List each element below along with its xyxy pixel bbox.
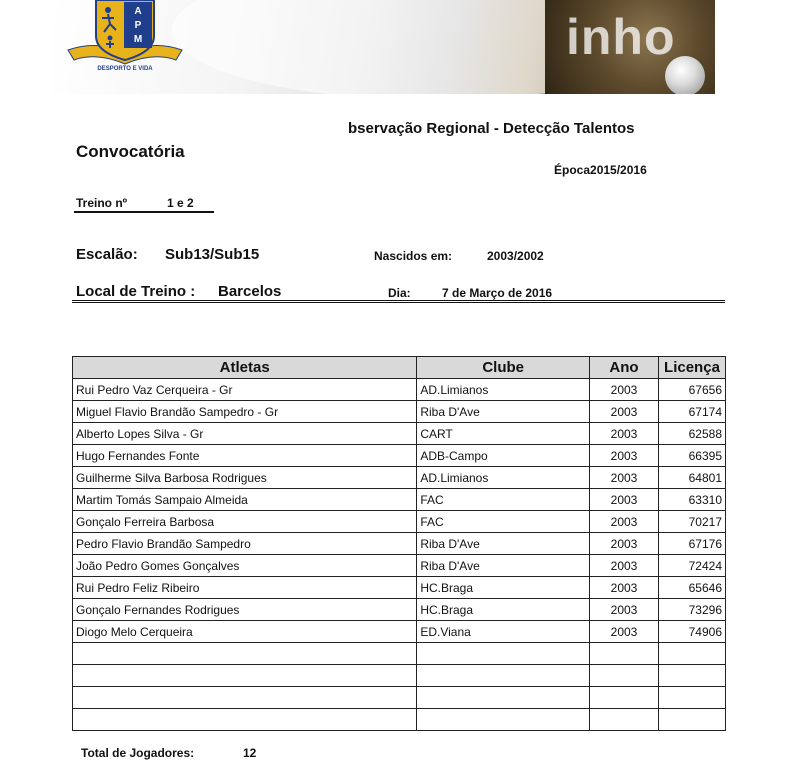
license-number: 72424 xyxy=(658,555,725,577)
table-row xyxy=(73,599,726,621)
athlete-name: Hugo Fernandes Fonte xyxy=(73,445,417,467)
empty-cell xyxy=(73,709,417,731)
nascidos-value: 2003/2002 xyxy=(487,249,544,263)
treino-field xyxy=(76,196,194,210)
birth-year: 2003 xyxy=(590,533,659,555)
birth-year: 2003 xyxy=(590,445,659,467)
escalao-value: Sub13/Sub15 xyxy=(165,246,260,263)
license-number: 67656 xyxy=(658,379,725,401)
svg-text:DESPORTO E VIDA: DESPORTO E VIDA xyxy=(97,66,153,72)
license-number: 63310 xyxy=(658,489,725,511)
table-row xyxy=(73,511,726,533)
table-header-row xyxy=(73,357,726,379)
total-value: 12 xyxy=(243,746,257,760)
total-label: Total de Jogadores: xyxy=(81,746,195,760)
club-name: ED.Viana xyxy=(417,621,590,643)
athletes-table xyxy=(72,356,726,731)
birth-year: 2003 xyxy=(590,467,659,489)
treino-label: Treino nº xyxy=(76,196,128,210)
club-name: HC.Braga xyxy=(417,599,590,621)
epoca-label: Época xyxy=(554,163,591,177)
athlete-name: Rui Pedro Feliz Ribeiro xyxy=(73,577,417,599)
col-header-atletas: Atletas xyxy=(73,357,417,379)
license-number: 62588 xyxy=(658,423,725,445)
empty-cell xyxy=(417,643,590,665)
athlete-name: Gonçalo Ferreira Barbosa xyxy=(73,511,417,533)
empty-cell xyxy=(658,687,725,709)
license-number: 66395 xyxy=(658,445,725,467)
empty-cell xyxy=(590,687,659,709)
club-name: CART xyxy=(417,423,590,445)
club-name: HC.Braga xyxy=(417,577,590,599)
athlete-name: Gonçalo Fernandes Rodrigues xyxy=(73,599,417,621)
table-row xyxy=(73,401,726,423)
license-number: 67174 xyxy=(658,401,725,423)
empty-cell xyxy=(73,665,417,687)
treino-value: 1 e 2 xyxy=(167,196,194,210)
club-name: AD.Limianos xyxy=(417,467,590,489)
empty-cell xyxy=(658,665,725,687)
club-name: FAC xyxy=(417,489,590,511)
birth-year: 2003 xyxy=(590,401,659,423)
table-row xyxy=(73,577,726,599)
empty-cell xyxy=(73,687,417,709)
empty-cell xyxy=(590,709,659,731)
empty-table-row xyxy=(73,643,726,665)
athlete-name: Guilherme Silva Barbosa Rodrigues xyxy=(73,467,417,489)
local-label: Local de Treino : xyxy=(76,283,196,300)
nascidos-label: Nascidos em: xyxy=(374,249,453,263)
table-row xyxy=(73,445,726,467)
dia-label: Dia: xyxy=(388,286,411,300)
table-row xyxy=(73,489,726,511)
birth-year: 2003 xyxy=(590,621,659,643)
athlete-name: Rui Pedro Vaz Cerqueira - Gr xyxy=(73,379,417,401)
birth-year: 2003 xyxy=(590,599,659,621)
document-title: Convocatória xyxy=(76,142,185,161)
dia-value: 7 de Março de 2016 xyxy=(442,286,553,300)
birth-year: 2003 xyxy=(590,379,659,401)
section-divider xyxy=(72,300,725,303)
empty-cell xyxy=(590,665,659,687)
athlete-name: João Pedro Gomes Gonçalves xyxy=(73,555,417,577)
athlete-name: Miguel Flavio Brandão Sampedro - Gr xyxy=(73,401,417,423)
license-number: 70217 xyxy=(658,511,725,533)
athlete-name: Martim Tomás Sampaio Almeida xyxy=(73,489,417,511)
table-row xyxy=(73,555,726,577)
empty-table-row xyxy=(73,665,726,687)
col-header-clube: Clube xyxy=(417,357,590,379)
license-number: 74906 xyxy=(658,621,725,643)
empty-cell xyxy=(590,643,659,665)
empty-table-row xyxy=(73,709,726,731)
birth-year: 2003 xyxy=(590,489,659,511)
svg-text:M: M xyxy=(133,34,143,45)
birth-year: 2003 xyxy=(590,423,659,445)
license-number: 64801 xyxy=(658,467,725,489)
club-name: Riba D'Ave xyxy=(417,401,590,423)
epoca-value: 2015/2016 xyxy=(590,163,647,177)
banner-word: inho xyxy=(566,9,676,65)
license-number: 67176 xyxy=(658,533,725,555)
local-value: Barcelos xyxy=(218,283,282,300)
birth-year: 2003 xyxy=(590,511,659,533)
birth-year: 2003 xyxy=(590,555,659,577)
empty-table-row xyxy=(73,687,726,709)
svg-text:A: A xyxy=(134,6,142,17)
document-subtitle: bservação Regional - Detecção Talentos xyxy=(348,120,635,137)
birth-year: 2003 xyxy=(590,577,659,599)
treino-underline xyxy=(74,211,214,213)
empty-cell xyxy=(417,687,590,709)
col-header-ano: Ano xyxy=(590,357,659,379)
athlete-name: Diogo Melo Cerqueira xyxy=(73,621,417,643)
club-name: ADB-Campo xyxy=(417,445,590,467)
club-name: Riba D'Ave xyxy=(417,533,590,555)
empty-cell xyxy=(417,665,590,687)
club-name: FAC xyxy=(417,511,590,533)
epoca-field xyxy=(554,163,647,177)
empty-cell xyxy=(658,643,725,665)
escalao-label: Escalão: xyxy=(76,246,138,263)
table-row xyxy=(73,379,726,401)
empty-cell xyxy=(658,709,725,731)
apm-logo xyxy=(66,0,184,76)
table-row xyxy=(73,533,726,555)
athlete-name: Pedro Flavio Brandão Sampedro xyxy=(73,533,417,555)
empty-cell xyxy=(73,643,417,665)
license-number: 73296 xyxy=(658,599,725,621)
table-row xyxy=(73,621,726,643)
club-name: AD.Limianos xyxy=(417,379,590,401)
col-header-licenca: Licença xyxy=(658,357,725,379)
svg-text:P: P xyxy=(134,20,142,31)
license-number: 65646 xyxy=(658,577,725,599)
table-row xyxy=(73,467,726,489)
table-row xyxy=(73,423,726,445)
club-name: Riba D'Ave xyxy=(417,555,590,577)
empty-cell xyxy=(417,709,590,731)
athlete-name: Alberto Lopes Silva - Gr xyxy=(73,423,417,445)
